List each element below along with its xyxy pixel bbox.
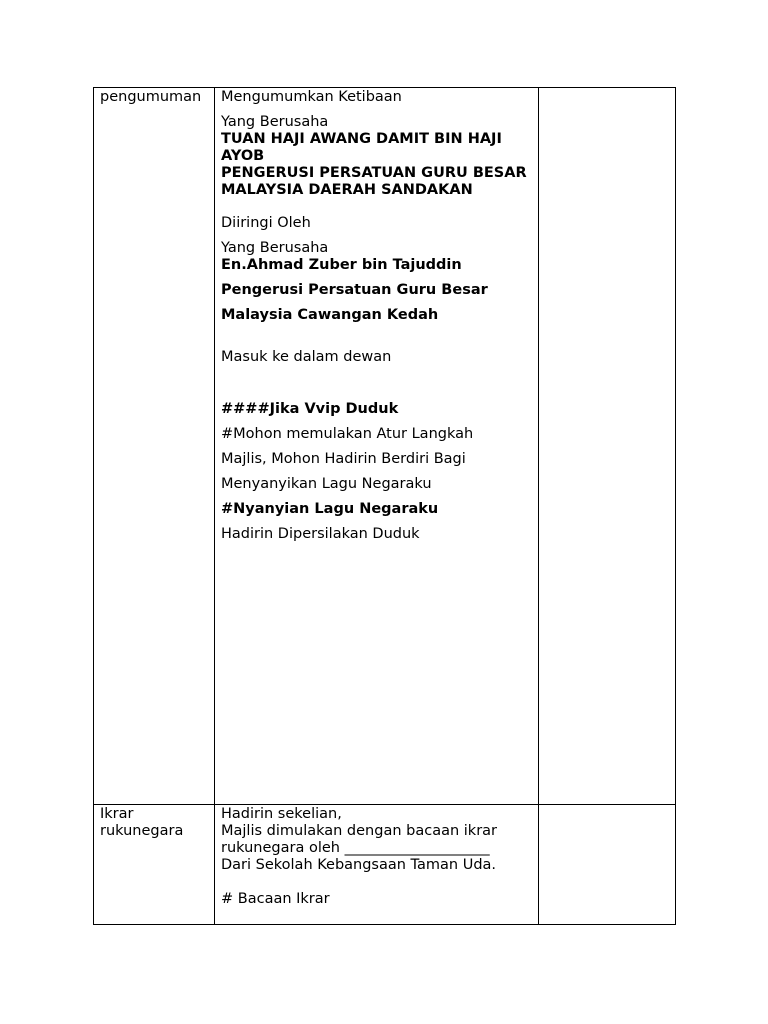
content-line: Diiringi Oleh (221, 215, 311, 231)
content-line: PENGERUSI PERSATUAN GURU BESAR MALAYSIA DAERAH SANDAKAN (221, 165, 527, 198)
content-line: En.Ahmad Zuber bin Tajuddin (221, 257, 462, 273)
content-line: Masuk ke dalam dewan (221, 349, 392, 365)
row-label: Ikrar rukunegara (94, 805, 215, 925)
row-content (215, 805, 539, 925)
content-line: #Mohon memulakan Atur Langkah (221, 426, 474, 442)
row-content (215, 88, 539, 805)
content-line: # Bacaan Ikrar (221, 891, 330, 907)
row-label: pengumuman (94, 88, 215, 805)
content-line: Yang Berusaha (221, 240, 329, 256)
content-line: Majlis, Mohon Hadirin Berdiri Bagi (221, 451, 466, 467)
content-line: Majlis dimulakan dengan bacaan ikrar rukunegara oleh ____________________ (221, 823, 498, 856)
table-row (94, 805, 676, 925)
content-line: Malaysia Cawangan Kedah (221, 307, 439, 323)
content-line: ####Jika Vvip Duduk (221, 401, 399, 417)
content-line: #Nyanyian Lagu Negaraku (221, 501, 439, 517)
content-line: Pengerusi Persatuan Guru Besar (221, 282, 488, 298)
content-line: Hadirin Dipersilakan Duduk (221, 526, 420, 542)
row-notes (539, 805, 676, 925)
content-line: Yang Berusaha (221, 114, 329, 130)
row-notes (539, 88, 676, 805)
content-line: TUAN HAJI AWANG DAMIT BIN HAJI AYOB (221, 131, 502, 164)
content-line: Mengumumkan Ketibaan (221, 89, 402, 105)
table-row (94, 88, 676, 805)
content-line: Dari Sekolah Kebangsaan Taman Uda. (221, 857, 497, 873)
content-line: Hadirin sekelian, (221, 806, 342, 822)
agenda-table (93, 87, 676, 925)
content-line: Menyanyikan Lagu Negaraku (221, 476, 432, 492)
